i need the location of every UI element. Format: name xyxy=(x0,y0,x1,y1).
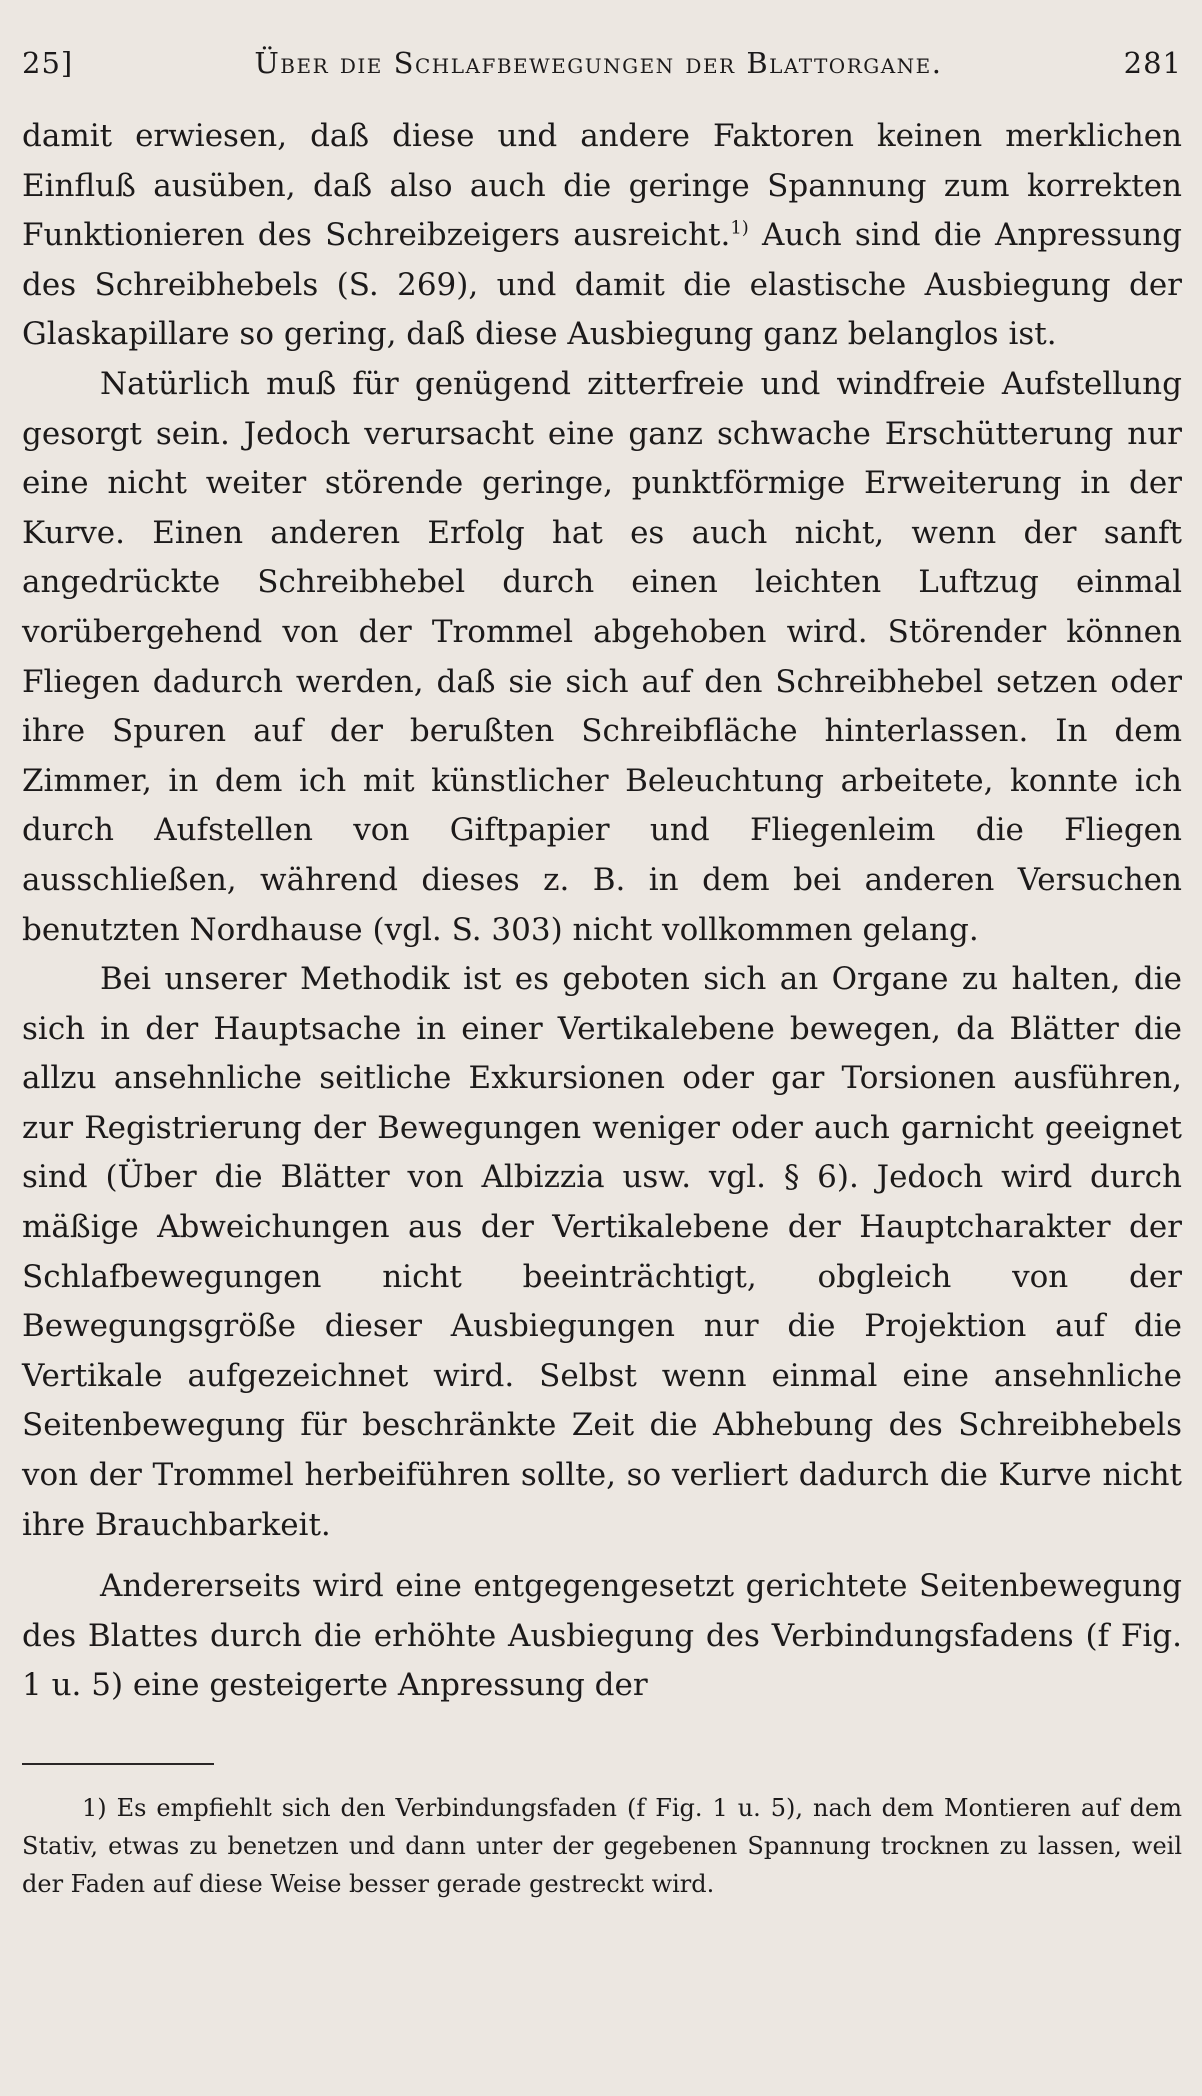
footnote-reference[interactable]: 1) xyxy=(730,217,749,239)
running-title: Über die Schlafbewegungen der Blattorgane. xyxy=(254,46,943,80)
body-text xyxy=(22,112,1182,1711)
paragraph-1-text: damit erwiesen, daß diese und andere Faktoren keinen merklichen Einfluß ausüben, daß also auch die geringe Spannung zum korrekten Funktionieren des Schreibzeigers ausreicht. xyxy=(22,118,1182,254)
paragraph-4: Andererseits wird eine entgegengesetzt gerichtete Seitenbewegung des Blattes durch die erhöhte Ausbiegung des Verbindungsfadens (f Fig. 1 u. 5) eine gesteigerte Anpressung der xyxy=(22,1568,1182,1704)
page-number: 281 xyxy=(1123,46,1182,80)
paragraph-3: Bei unserer Methodik ist es geboten sich an Organe zu halten, die sich in der Hauptsache in einer Vertikalebene bewegen, da Blätter die allzu ansehnliche seitliche Exkursionen oder gar Torsionen ausführen, zur Registrierung der Bewegungen weniger oder auch garnicht geeignet sind (Über die Blätter von Albizzia usw. vgl. § 6). Jedoch wird durch mäßige Abweichungen aus der Vertikalebene der Hauptcharakter der Schlafbewegungen nicht beeinträchtigt, obgleich von der Bewegungsgröße dieser Ausbiegungen nur die Projektion auf die Vertikale aufgezeichnet wird. Selbst wenn einmal eine ansehnliche Seitenbewegung für beschränkte Zeit die Abhebung des Schreibhebels von der Trommel herbeiführen sollte, so verliert dadurch die Kurve nicht ihre Brauchbarkeit. xyxy=(22,961,1182,1543)
footnote: 1) Es empfiehlt sich den Verbindungsfaden (f Fig. 1 u. 5), nach dem Montieren auf dem Stativ, etwas zu benetzen und dann unter der gegebenen Spannung trocknen zu lassen, weil der Faden auf diese Weise besser gerade gestreckt wird. xyxy=(22,1794,1182,1898)
paragraph-1-text-continued: Auch sind die Anpressung des Schreibhebels (S. 269), und damit die elastische Ausbiegung der Glaskapillare so gering, daß diese Ausbiegung ganz belanglos ist. xyxy=(22,217,1182,353)
section-number: 25] xyxy=(22,46,74,80)
running-head xyxy=(22,46,1182,112)
paragraph-1 xyxy=(22,112,1182,360)
paragraph-2: Natürlich muß für genügend zitterfreie und windfreie Aufstellung gesorgt sein. Jedoch verursacht eine ganz schwache Erschütterung nur eine nicht weiter störende geringe, punktförmige Erweiterung in der Kurve. Einen anderen Erfolg hat es auch nicht, wenn der sanft angedrückte Schreibhebel durch einen leichten Luftzug einmal vorübergehend von der Trommel abgehoben wird. Störender können Fliegen dadurch werden, daß sie sich auf den Schreibhebel setzen oder ihre Spuren auf der berußten Schreibfläche hinterlassen. In dem Zimmer, in dem ich mit künstlicher Beleuchtung arbeitete, konnte ich durch Aufstellen von Giftpapier und Fliegenleim die Fliegen ausschließen, während dieses z. B. in dem bei anderen Versuchen benutzten Nordhause (vgl. S. 303) nicht vollkommen gelang. xyxy=(22,365,1182,948)
footnote-rule xyxy=(22,1763,214,1765)
